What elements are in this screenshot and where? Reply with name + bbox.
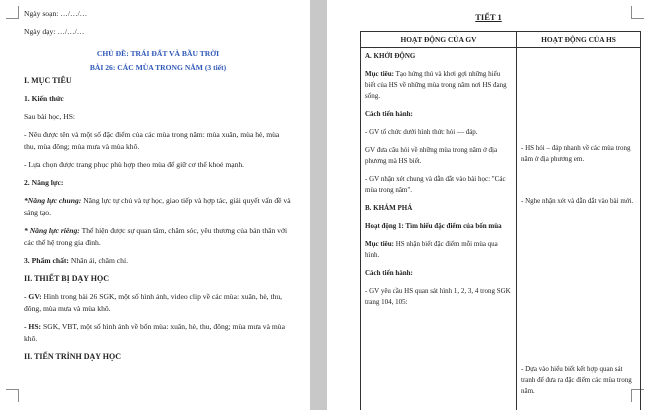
- activity-table: [360, 31, 641, 410]
- ngay-day: Ngày dạy: …/…/…: [24, 27, 85, 36]
- label-hs: - HS:: [24, 322, 42, 331]
- section-muc-tieu: I. MỤC TIÊU: [24, 76, 72, 85]
- lesson-title: BÀI 26: CÁC MÙA TRONG NĂM (3 tiết): [89, 63, 227, 72]
- margin-marker: [6, 6, 19, 19]
- value-nang-luc-chung: Năng lực tự chủ và tự học, giao tiếp và hợp tác, giải quyết vấn đề và sáng tạo.: [24, 196, 291, 217]
- left-page: [0, 0, 310, 410]
- text-gv-step-3: - GV nhận xét chung và dẫn dắt vào bài học: "Các mùa trong năm".: [365, 175, 506, 194]
- value-muc-tieu-2: HS nhận biết đặc điểm mỗi mùa qua hình.: [365, 240, 498, 259]
- label-gv: - GV:: [24, 292, 42, 301]
- text-nang-luc-rieng: [24, 225, 292, 249]
- topic-title: CHỦ ĐỀ: TRÁI ĐẤT VÀ BẦU TRỜI: [96, 49, 220, 58]
- header-hs: HOẠT ĐỘNG CỦA HS: [517, 32, 641, 48]
- cell-hs: [517, 48, 641, 410]
- text-muc-tieu-1: [365, 69, 512, 102]
- heading-kien-thuc: 1. Kiến thức: [24, 94, 64, 103]
- text-kien-thuc-2: - Lựa chọn được trang phục phù hợp theo mùa để giữ cơ thể khoẻ mạnh.: [24, 160, 245, 169]
- table-row: [361, 48, 641, 410]
- margin-marker: [6, 389, 19, 402]
- text-gv-step-1: - GV tổ chức dưới hình thức hỏi — đáp.: [365, 128, 478, 136]
- section-tien-trinh: II. TIẾN TRÌNH DẠY HỌC: [24, 352, 121, 361]
- value-hs: SGK, VBT, một số hình ảnh về bốn mùa: xuân, hè, thu, đông; mùa mưa và mùa khô.: [24, 322, 285, 343]
- text-sau-bai-hoc: Sau bài học, HS:: [24, 112, 76, 121]
- text-kien-thuc-1: - Nêu được tên và một số đặc điểm của các mùa trong năm: mùa xuân, mùa hè, mùa thu, mùa đông; mùa mưa và mùa khô.: [24, 130, 280, 151]
- text-hs-equipment: [24, 321, 292, 345]
- heading-cach-tien-hanh-1: Cách tiến hành:: [365, 110, 413, 118]
- text-gv-step-2: GV đưa câu hỏi về những mùa trong năm ở địa phương mà HS biết.: [365, 146, 498, 165]
- tiet-title: TIẾT 1: [475, 12, 502, 22]
- heading-hoat-dong-1: Hoạt động 1: Tìm hiểu đặc điểm của bốn mùa: [365, 222, 502, 230]
- value-nang-luc-rieng: Thể hiện được sự quan tâm, chăm sóc, yêu thương của bản thân với các thể hệ trong gia đình.: [24, 226, 288, 247]
- table-header-row: [361, 32, 641, 48]
- label-nang-luc-rieng: * Năng lực riêng:: [24, 226, 80, 235]
- label-nang-luc-chung: *Năng lực chung:: [24, 196, 82, 205]
- text-hs-step-3: - Dựa vào hiểu biết kết hợp quan sát tranh để đưa ra đặc điểm các mùa trong năm.: [521, 365, 632, 395]
- lesson-plan-body: [24, 8, 292, 369]
- value-gv: Hình trong bài 26 SGK, một số hình ảnh, video clip về các mùa: xuân, hè, thu, đông, mùa mưa và mùa khô.: [24, 292, 283, 313]
- section-thiet-bi: II. THIẾT BỊ DẠY HỌC: [24, 274, 109, 283]
- label-muc-tieu-1: Mục tiêu:: [365, 70, 394, 78]
- label-muc-tieu-2: Mục tiêu:: [365, 240, 394, 248]
- text-hs-step-2: - Nghe nhận xét và dẫn dắt vào bài mới.: [521, 197, 634, 205]
- text-pham-chat: [24, 255, 292, 267]
- hs-column: [521, 48, 636, 410]
- value-pham-chat: Nhân ái, chăm chỉ.: [68, 256, 128, 265]
- text-gv-equipment: [24, 291, 292, 315]
- heading-nang-luc: 2. Năng lực:: [24, 178, 64, 187]
- ngay-soan: Ngày soạn: …/…/…: [24, 9, 88, 18]
- heading-khoi-dong: A. KHỞI ĐỘNG: [365, 52, 416, 60]
- value-muc-tieu-1: Tạo hứng thú và khơi gợi những hiểu biết của HS về những mùa trong năm nơi HS đang sống.: [365, 70, 507, 100]
- header-gv: HOẠT ĐỘNG CỦA GV: [361, 32, 517, 48]
- text-hs-step-1: - HS hỏi – đáp nhanh về các mùa trong năm ở địa phương em.: [521, 144, 631, 163]
- cell-gv: [361, 48, 517, 410]
- text-gv-step-4: - GV yêu cầu HS quan sát hình 1, 2, 3, 4 trong SGK trang 104, 105:: [365, 287, 511, 306]
- text-muc-tieu-2: [365, 239, 512, 261]
- heading-kham-pha: B. KHÁM PHÁ: [365, 204, 413, 212]
- label-pham-chat: 3. Phẩm chất:: [24, 256, 69, 265]
- text-nang-luc-chung: [24, 195, 292, 219]
- right-page: [327, 0, 650, 410]
- heading-cach-tien-hanh-2: Cách tiến hành:: [365, 269, 413, 277]
